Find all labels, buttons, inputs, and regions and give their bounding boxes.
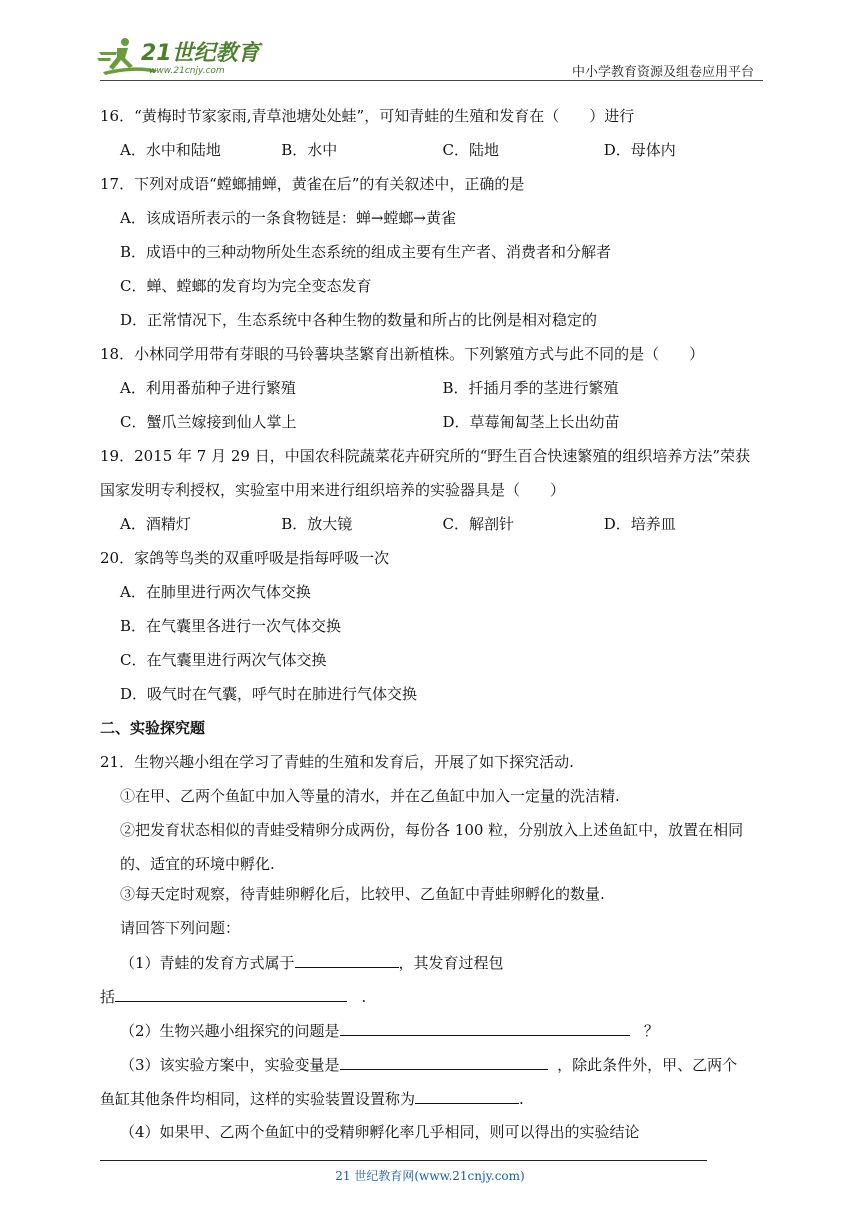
q21-part1: （1）青蛙的发育方式属于 ，其发育过程包 (100, 949, 765, 983)
q20-option-a: A．在肺里进行两次气体交换 (120, 583, 311, 601)
page-footer[interactable]: 21 世纪教育网(www.21cnjy.com) (335, 1169, 525, 1183)
q17-option-d: D．正常情况下，生态系统中各种生物的数量和所占的比例是相对稳定的 (120, 311, 598, 329)
q21-prompt: 请回答下列问题： (120, 919, 241, 937)
q21-part3-cont: 鱼缸其他条件均相同，这样的实验装置设置称为 . (100, 1085, 765, 1119)
q19-stem-line1: 19．2015 年 7 月 29 日，中国农科院蔬菜花卉研究所的“野生百合快速繁殖的组织培养方法”荣获 (100, 447, 751, 465)
q16-option-a: A．水中和陆地 (120, 141, 221, 159)
q21-step2: ②把发育状态相似的青蛙受精卵分成两份，每份各 100 粒，分别放入上述鱼缸中，放置在相同的、适宜的环境中孵化. (120, 821, 744, 873)
q16-options (100, 137, 765, 171)
q21-step3: ③每天定时观察，待青蛙卵孵化后，比较甲、乙鱼缸中青蛙卵孵化的数量. (120, 885, 605, 903)
q17-option-c: C．蝉、螳螂的发育均为完全变态发育 (120, 277, 372, 295)
q17-stem: 17．下列对成语“螳螂捕蝉，黄雀在后”的有关叙述中，正确的是 (100, 175, 525, 193)
q21-stem: 21．生物兴趣小组在学习了青蛙的生殖和发育后，开展了如下探究活动. (100, 753, 574, 771)
question-content (100, 103, 765, 1153)
header-divider (100, 80, 763, 81)
q16-option-b: B．水中 (281, 141, 338, 159)
q17-option-a: A．该成语所表示的一条食物链是：蝉→螳螂→黄雀 (120, 209, 456, 227)
q18-options-row1 (100, 375, 765, 409)
answer-blank[interactable] (415, 1085, 519, 1104)
q20-option-b: B．在气囊里各进行一次气体交换 (120, 617, 342, 635)
svg-text:21世纪教育: 21世纪教育 (141, 41, 260, 66)
answer-blank[interactable] (340, 1017, 630, 1036)
footer-divider (100, 1160, 707, 1161)
q18-options-row2 (100, 409, 765, 443)
section-heading: 二、实验探究题 (100, 719, 206, 737)
q18-stem: 18．小林同学用带有芽眼的马铃薯块茎繁育出新植株。下列繁殖方式与此不同的是（ ） (100, 345, 705, 363)
q20-option-d: D．吸气时在气囊，呼气时在肺进行气体交换 (120, 685, 418, 703)
svg-text:www.21cnjy.com: www.21cnjy.com (149, 66, 225, 76)
q18-option-a: A．利用番茄种子进行繁殖 (120, 379, 296, 397)
answer-blank[interactable] (115, 983, 347, 1002)
q19-option-c: C．解剖针 (442, 515, 514, 533)
q16-option-d: D．母体内 (603, 141, 676, 159)
site-logo (95, 36, 265, 80)
q21-part3: （3）该实验方案中，实验变量是 ，除此条件外，甲、乙两个 (100, 1051, 765, 1085)
q18-option-b: B．扦插月季的茎进行繁殖 (442, 379, 619, 397)
q20-option-c: C．在气囊里进行两次气体交换 (120, 651, 327, 669)
q18-option-d: D．草莓匍匐茎上长出幼苗 (442, 413, 620, 431)
q21-part2: （2）生物兴趣小组探究的问题是 ？ (100, 1017, 765, 1051)
q19-options (100, 511, 765, 545)
q21-part4: （4）如果甲、乙两个鱼缸中的受精卵孵化率几乎相同，则可以得出的实验结论 (120, 1123, 640, 1141)
q18-option-c: C．蟹爪兰嫁接到仙人掌上 (120, 413, 297, 431)
page-header (0, 0, 860, 80)
q19-option-b: B．放大镜 (281, 515, 353, 533)
q19-option-d: D．培养皿 (603, 515, 676, 533)
q21-step1: ①在甲、乙两个鱼缸中加入等量的清水，并在乙鱼缸中加入一定量的洗洁精. (120, 787, 620, 805)
platform-name: 中小学教育资源及组卷应用平台 (571, 65, 754, 80)
q16-stem: 16．“黄梅时节家家雨,青草池塘处处蛙”，可知青蛙的生殖和发育在（ ）进行 (100, 107, 635, 125)
q17-option-b: B．成语中的三种动物所处生态系统的组成主要有生产者、消费者和分解者 (120, 243, 612, 261)
answer-blank[interactable] (295, 949, 399, 968)
q20-stem: 20．家鸽等鸟类的双重呼吸是指每呼吸一次 (100, 549, 390, 567)
q16-option-c: C．陆地 (442, 141, 499, 159)
q19-stem-line2: 国家发明专利授权，实验室中用来进行组织培养的实验器具是（ ） (100, 481, 566, 499)
answer-blank[interactable] (340, 1051, 548, 1070)
q19-option-a: A．酒精灯 (120, 515, 191, 533)
q21-part1-cont: 括 . (100, 983, 765, 1017)
